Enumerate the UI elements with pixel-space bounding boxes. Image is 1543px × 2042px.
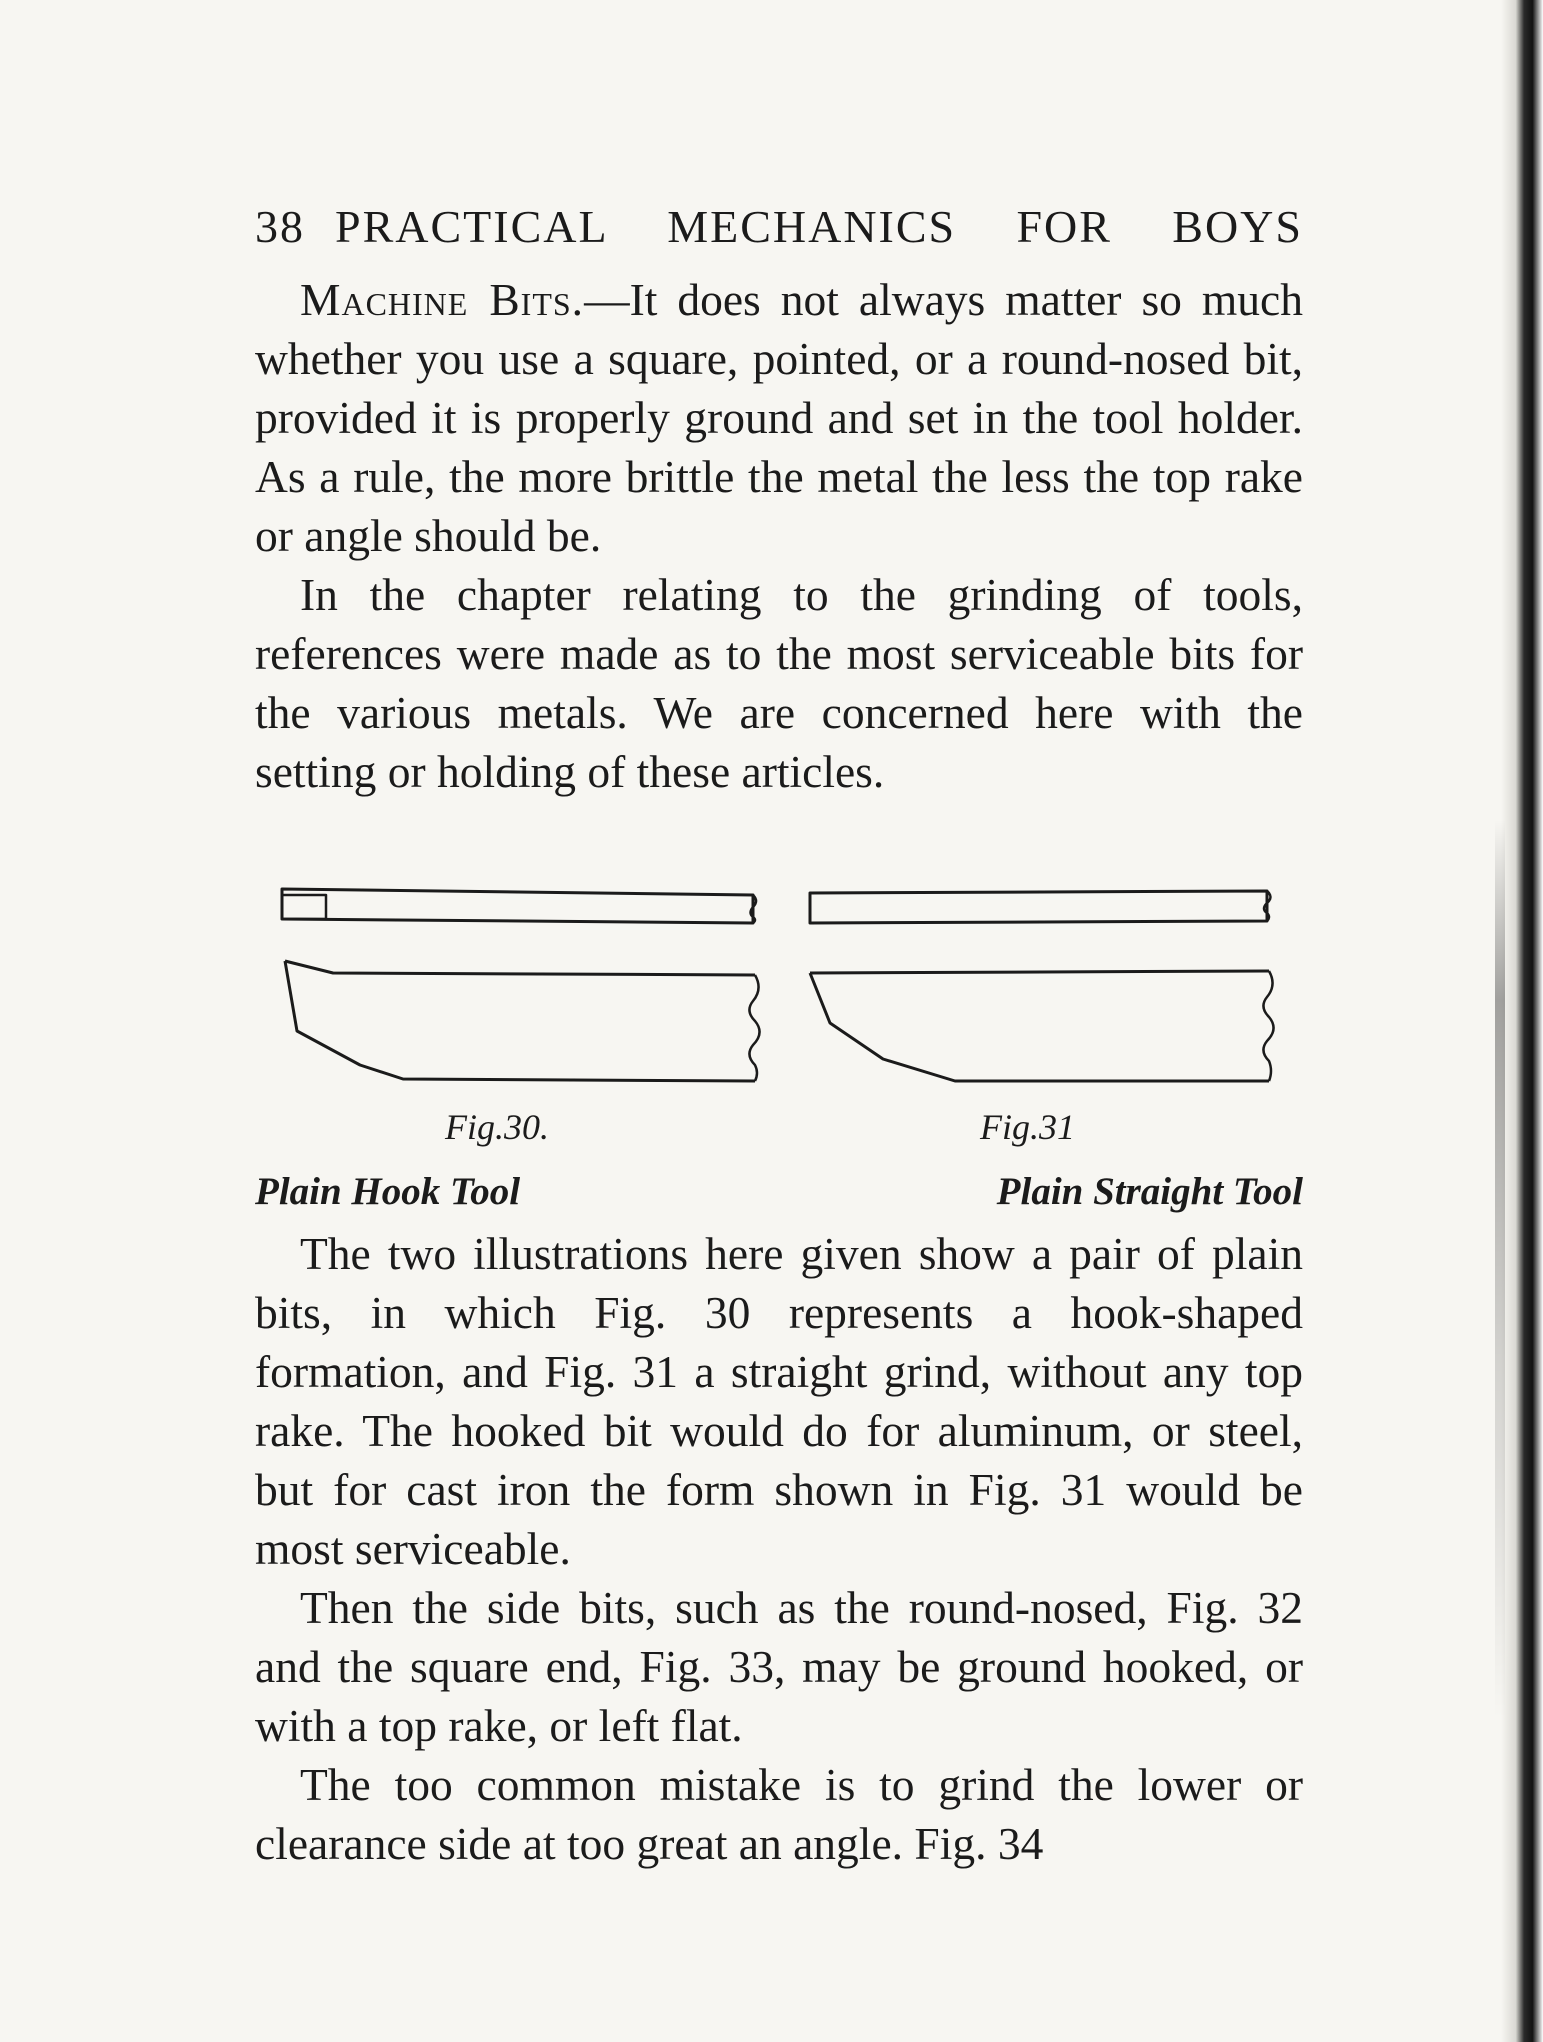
fig30-label: Fig.30.	[445, 1107, 549, 1147]
figures-30-31	[255, 869, 1303, 1224]
paragraph-illustrations: The two illustrations here given show a pair of plain bits, in which Fig. 30 represents a hook-shaped formation, and Fig. 31 a straight grind, without any top rake. The hooked bit would do for aluminum, or steel, but for cast iron the form shown in Fig. 31 would be most serviceable.	[255, 1228, 1303, 1574]
paragraph-grinding: In the chapter relating to the grinding of tools, references were made as to the most serviceable bits for the various metals. We are concerned here with the setting or holding of these articles.	[255, 569, 1303, 797]
paragraph-common-mistake: The too common mistake is to grind the lower or clearance side at too great an angle. Fig. 34	[255, 1759, 1303, 1869]
paragraph-text: —It does not always matter so much whether you use a square, pointed, or a round-nosed bit, provided it is properly ground and set in the tool holder. As a rule, the more brittle the metal the less the top rake or angle should be.	[255, 274, 1303, 561]
running-title: PRACTICAL MECHANICS FOR BOYS	[335, 201, 1303, 252]
page-number: 38	[255, 201, 305, 252]
fig30-side-view	[285, 961, 760, 1081]
tool-figures-drawing	[255, 869, 1303, 1169]
book-page	[255, 200, 1303, 1873]
fig30-top-view	[282, 889, 756, 923]
fig31-top-view	[810, 891, 1271, 923]
page-binding-edge	[1501, 0, 1543, 2042]
section-lead: Machine Bits.	[300, 274, 585, 325]
fig31-side-view	[810, 971, 1274, 1081]
running-header	[255, 200, 1303, 270]
fig31-label: Fig.31	[980, 1107, 1075, 1147]
paragraph-side-bits: Then the side bits, such as the round-nosed, Fig. 32 and the square end, Fig. 33, may be ground hooked, or with a top rake, or left flat.	[255, 1582, 1303, 1751]
fig30-caption: Plain Hook Tool	[255, 1170, 521, 1213]
figure-captions	[255, 1167, 1303, 1237]
fig31-caption: Plain Straight Tool	[996, 1170, 1303, 1213]
paragraph-machine-bits	[255, 270, 1303, 565]
binding-shadow	[1495, 820, 1505, 1720]
